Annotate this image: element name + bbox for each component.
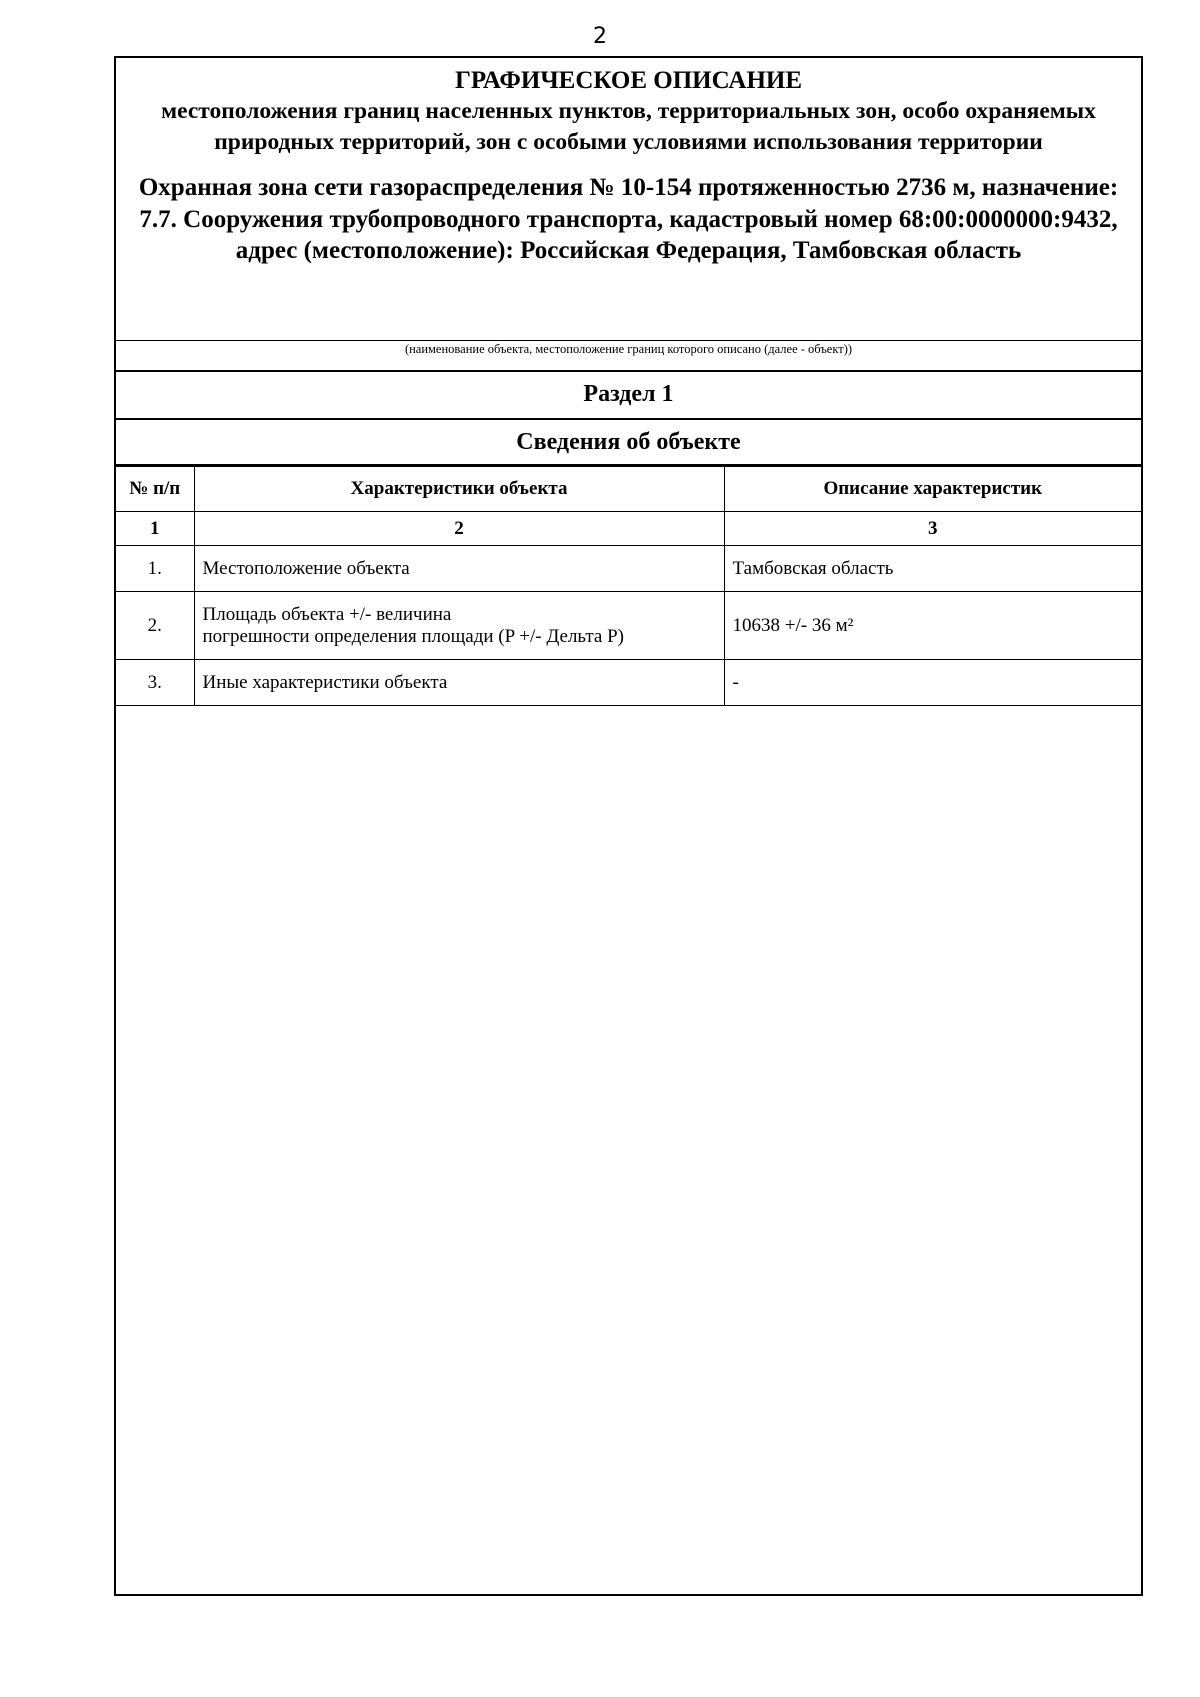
column-number: 1 bbox=[116, 512, 194, 546]
document-header bbox=[116, 58, 1141, 341]
table-row bbox=[116, 592, 1141, 660]
row-characteristic: Иные характеристики объекта bbox=[194, 660, 724, 706]
column-header-description: Описание характеристик bbox=[724, 467, 1141, 512]
column-header-number: № п/п bbox=[116, 467, 194, 512]
table-header-row bbox=[116, 467, 1141, 512]
object-info-table bbox=[116, 466, 1141, 706]
row-number: 3. bbox=[116, 660, 194, 706]
row-number: 1. bbox=[116, 546, 194, 592]
row-characteristic bbox=[194, 592, 724, 660]
row-description: Тамбовская область bbox=[724, 546, 1141, 592]
row-characteristic-line1: Площадь объекта +/- величина bbox=[202, 603, 452, 625]
table-row bbox=[116, 546, 1141, 592]
column-header-characteristic: Характеристики объекта bbox=[194, 467, 724, 512]
document-frame bbox=[114, 56, 1143, 1596]
row-number: 2. bbox=[116, 592, 194, 660]
table-column-numbers-row bbox=[116, 512, 1141, 546]
section-label: Раздел 1 bbox=[116, 372, 1141, 420]
row-description: 10638 +/- 36 м² bbox=[724, 592, 1141, 660]
page-number: 2 bbox=[593, 24, 607, 49]
column-number: 3 bbox=[724, 512, 1141, 546]
document-title: ГРАФИЧЕСКОЕ ОПИСАНИЕ bbox=[454, 67, 803, 94]
row-description: - bbox=[724, 660, 1141, 706]
row-characteristic: Местоположение объекта bbox=[194, 546, 724, 592]
document-subtitle: местоположения границ населенных пунктов, территориальных зон, особо охраняемых природных территорий, зон с особыми условиями использования территории bbox=[161, 98, 1096, 155]
object-name-caption: (наименование объекта, местоположение границ которого описано (далее - объект)) bbox=[116, 340, 1141, 372]
column-number: 2 bbox=[194, 512, 724, 546]
object-name: Охранная зона сети газораспределения № 10-154 протяженностью 2736 м, назначение: 7.7. Сооружения трубопроводного транспорта, кадастровый номер 68:00:0000000:9432, адрес (местоположение): Российская Федерация, Тамбовская область bbox=[138, 174, 1119, 264]
table-row bbox=[116, 660, 1141, 706]
section-title: Сведения об объекте bbox=[116, 420, 1141, 466]
row-characteristic-line2: погрешности определения площади (P +/- Дельта P) bbox=[202, 625, 624, 647]
